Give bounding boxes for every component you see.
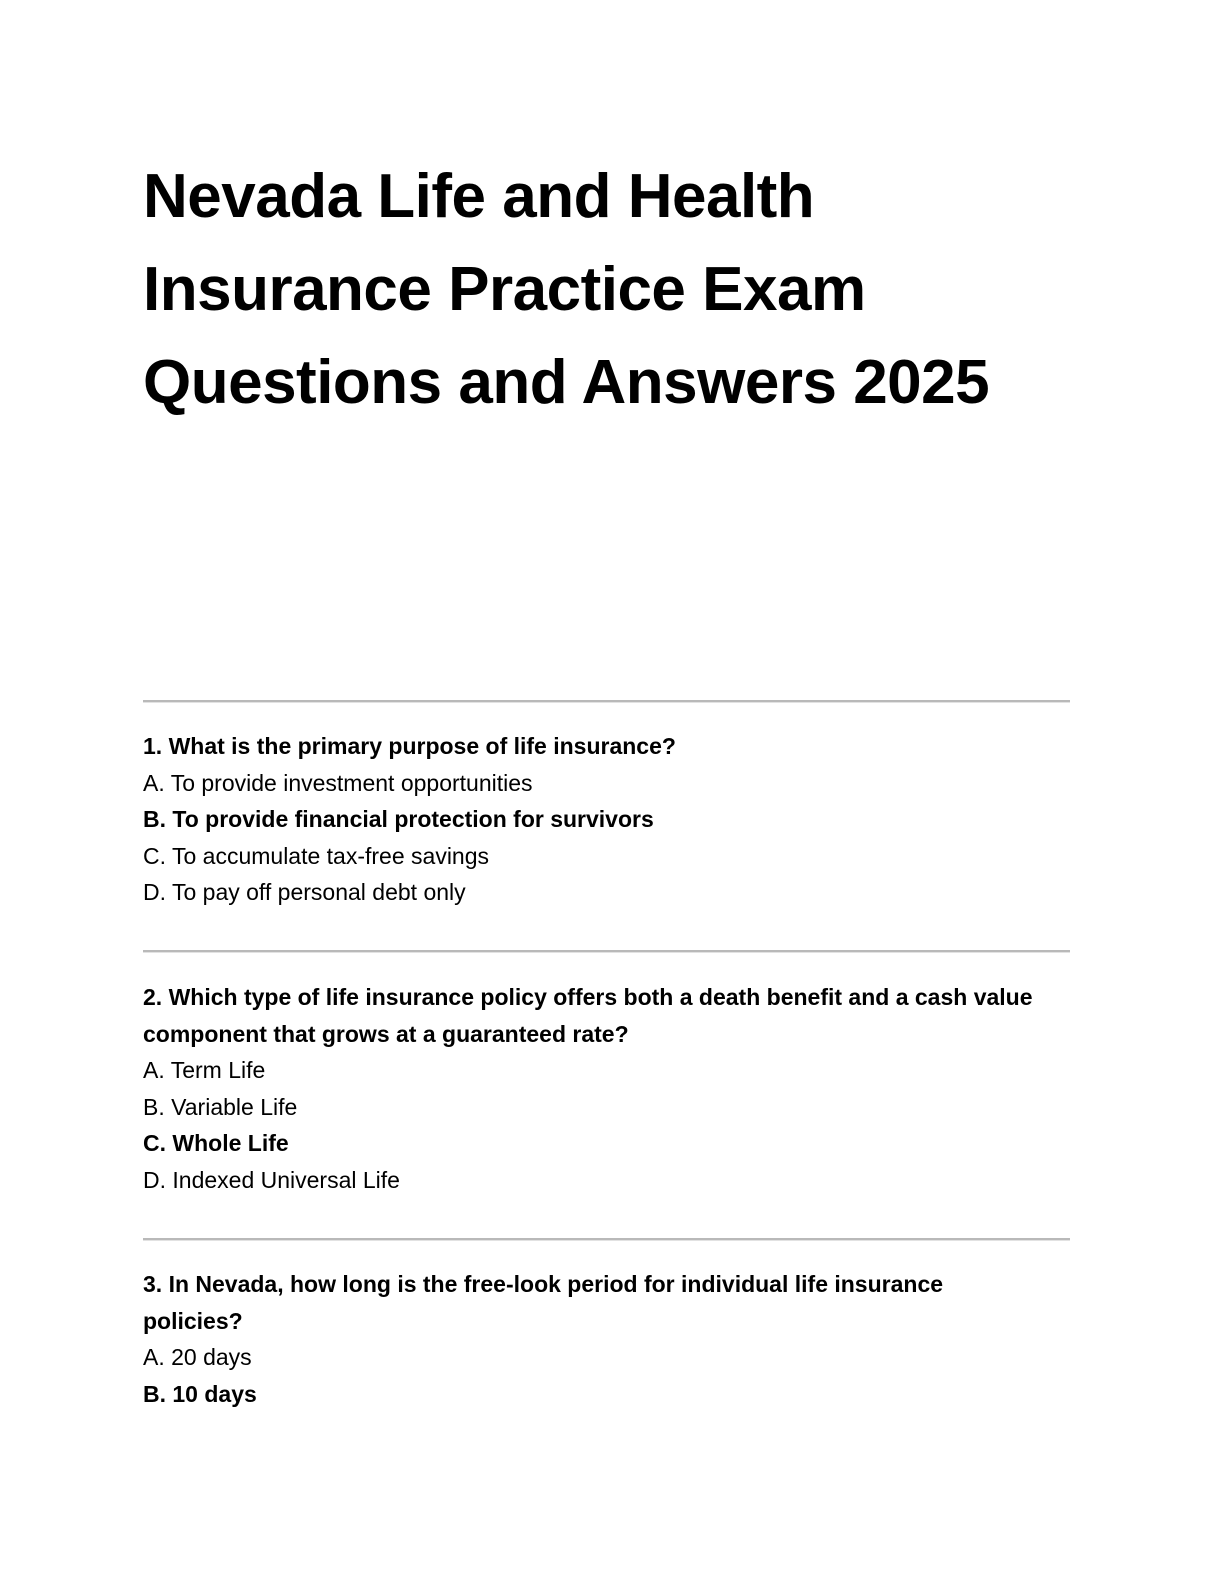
- title-line-3: Questions and Answers 2025: [143, 348, 990, 417]
- question-text: 1. What is the primary purpose of life insurance?: [143, 733, 676, 759]
- question-3: [143, 1266, 1043, 1412]
- answer-option-b-correct: B. To provide financial protection for survivors: [143, 806, 654, 832]
- answer-option-b: B. Variable Life: [143, 1093, 298, 1120]
- title-line-2: Insurance Practice Exam: [143, 255, 866, 324]
- answer-option-b-correct: B. 10 days: [143, 1380, 257, 1407]
- answer-option-d: D. To pay off personal debt only: [143, 879, 466, 905]
- answer-option-c-correct: C. Whole Life: [143, 1130, 289, 1156]
- divider: [143, 700, 1070, 703]
- question-text: 2. Which type of life insurance policy offers both a death benefit and a cash value component that grows at a guaranteed rate?: [143, 984, 1033, 1047]
- divider: [143, 1238, 1070, 1241]
- question-1: [143, 728, 1043, 911]
- question-2: [143, 979, 1043, 1198]
- answer-option-a: A. Term Life: [143, 1057, 266, 1083]
- question-text: 3. In Nevada, how long is the free-look period for individual life insurance policies?: [143, 1271, 944, 1334]
- answer-option-a: A. To provide investment opportunities: [143, 769, 533, 796]
- divider: [143, 950, 1070, 953]
- document-title: [143, 150, 1103, 429]
- title-line-1: Nevada Life and Health: [143, 162, 815, 231]
- answer-option-c: C. To accumulate tax-free savings: [143, 842, 490, 869]
- answer-option-a: A. 20 days: [143, 1344, 252, 1370]
- answer-option-d: D. Indexed Universal Life: [143, 1166, 400, 1193]
